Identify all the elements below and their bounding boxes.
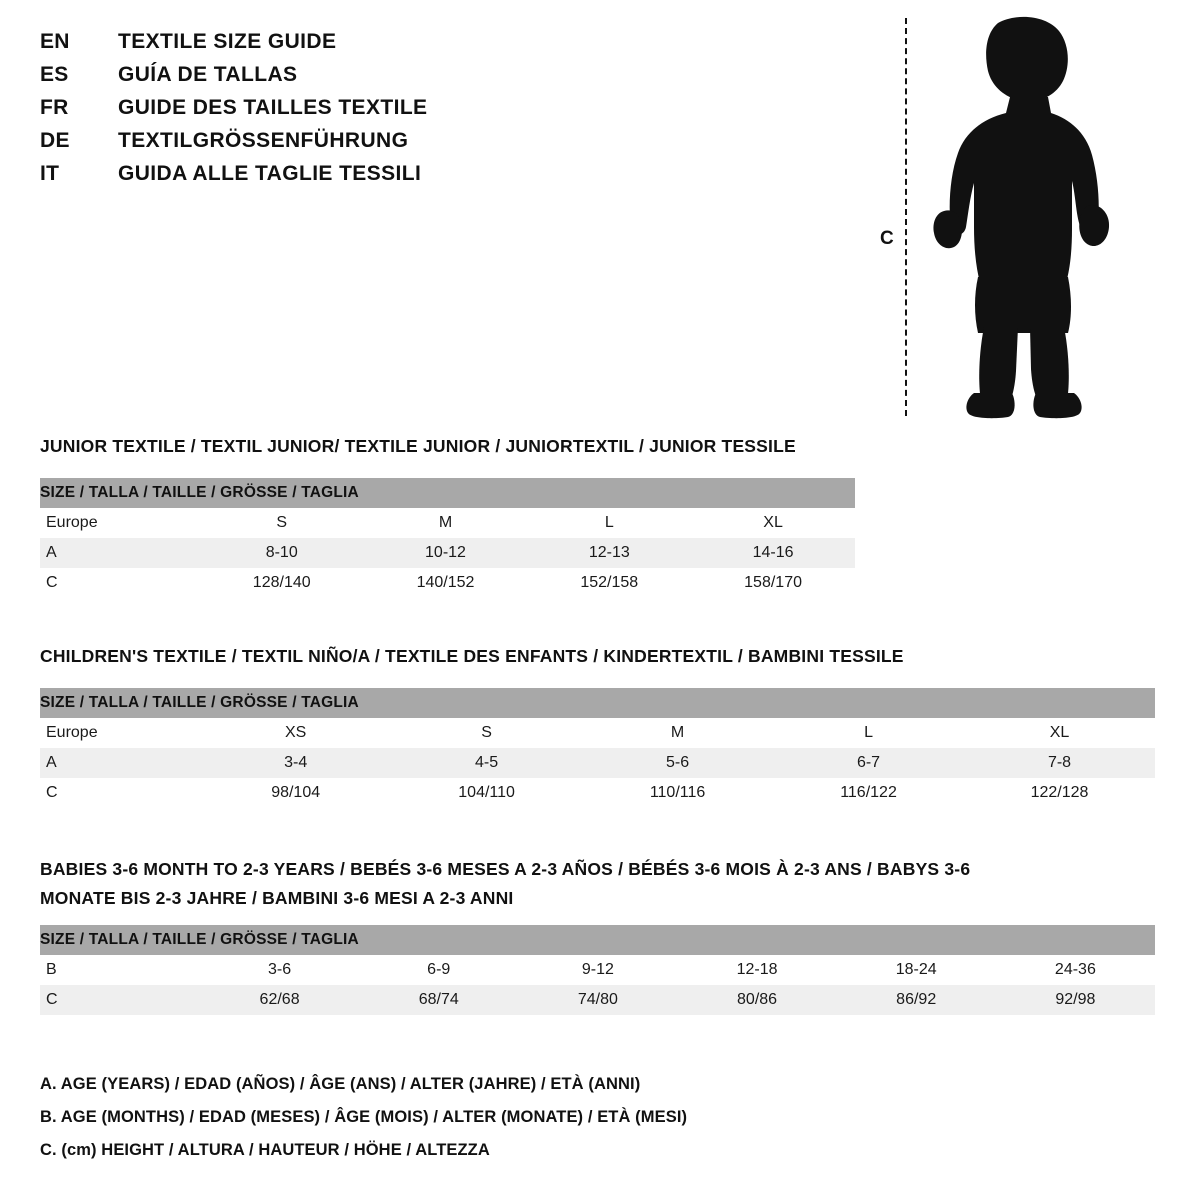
language-row [40,129,740,162]
child-silhouette-icon [920,15,1120,420]
language-row [40,63,740,96]
table-header-label: SIZE / TALLA / TAILLE / GRÖSSE / TAGLIA [40,688,1155,718]
language-code: IT [40,162,60,185]
footnotes-block [40,1068,1140,1167]
table-row [40,985,1155,1015]
cell-value: 8-10 [200,538,364,568]
cell-value: 140/152 [364,568,528,598]
row-label: C [40,778,200,808]
cell-value: 128/140 [200,568,364,598]
cell-value: 158/170 [691,568,855,598]
height-measure-figure [880,10,1140,420]
section-title-children: CHILDREN'S TEXTILE / TEXTIL NIÑO/A / TEXTILE DES ENFANTS / KINDERTEXTIL / BAMBINI TESSILE [40,646,904,666]
row-label: Europe [40,718,200,748]
cell-value: 86/92 [837,985,996,1015]
row-label: A [40,538,200,568]
cell-value: 18-24 [837,955,996,985]
cell-value: 14-16 [691,538,855,568]
cell-value: XL [691,508,855,538]
table-children [40,688,1155,808]
language-row [40,162,740,195]
section-title-babies: BABIES 3-6 MONTH TO 2-3 YEARS / BEBÉS 3-6 MESES A 2-3 AÑOS / BÉBÉS 3-6 MOIS À 2-3 ANS / BABYS 3-6 MONATE BIS 2-3 JAHRE / BAMBINI 3-6 MESI A 2-3 ANNI [40,859,971,908]
language-row [40,30,740,63]
table-header-label: SIZE / TALLA / TAILLE / GRÖSSE / TAGLIA [40,478,855,508]
measure-dashed-line [905,18,907,416]
language-title: TEXTILE SIZE GUIDE [118,30,337,53]
table-header-label: SIZE / TALLA / TAILLE / GRÖSSE / TAGLIA [40,925,1155,955]
cell-value: 110/116 [582,778,773,808]
cell-value: 74/80 [518,985,677,1015]
row-label: A [40,748,200,778]
language-code: FR [40,96,69,119]
language-row [40,96,740,129]
cell-value: 12-18 [677,955,836,985]
cell-value: 122/128 [964,778,1155,808]
cell-value: 62/68 [200,985,359,1015]
cell-value: 5-6 [582,748,773,778]
measure-label-c: C [880,228,894,249]
language-title: GUIDE DES TAILLES TEXTILE [118,96,428,119]
table-row [40,508,855,538]
row-label: B [40,955,200,985]
table-row [40,568,855,598]
table-junior [40,478,855,598]
language-code: ES [40,63,69,86]
cell-value: S [200,508,364,538]
footnote-c: C. (cm) HEIGHT / ALTURA / HAUTEUR / HÖHE / ALTEZZA [40,1141,490,1159]
cell-value: M [364,508,528,538]
cell-value: 116/122 [773,778,964,808]
table-row [40,748,1155,778]
cell-value: 9-12 [518,955,677,985]
cell-value: 98/104 [200,778,391,808]
cell-value: 104/110 [391,778,582,808]
table-header-band [40,478,855,508]
row-label: C [40,985,200,1015]
cell-value: 6-9 [359,955,518,985]
footnote-a: A. AGE (YEARS) / EDAD (AÑOS) / ÂGE (ANS) / ALTER (JAHRE) / ETÀ (ANNI) [40,1075,641,1093]
cell-value: L [773,718,964,748]
cell-value: 7-8 [964,748,1155,778]
language-code: EN [40,30,70,53]
table-row [40,538,855,568]
cell-value: 6-7 [773,748,964,778]
language-title: GUIDA ALLE TAGLIE TESSILI [118,162,422,185]
language-code: DE [40,129,70,152]
table-row [40,778,1155,808]
table-babies [40,925,1155,1015]
table-row [40,718,1155,748]
cell-value: 24-36 [996,955,1155,985]
row-label: C [40,568,200,598]
table-row [40,955,1155,985]
section-title-junior: JUNIOR TEXTILE / TEXTIL JUNIOR/ TEXTILE JUNIOR / JUNIORTEXTIL / JUNIOR TESSILE [40,436,796,456]
language-title-block [40,30,740,195]
cell-value: M [582,718,773,748]
cell-value: 4-5 [391,748,582,778]
cell-value: 3-4 [200,748,391,778]
cell-value: 3-6 [200,955,359,985]
cell-value: 80/86 [677,985,836,1015]
row-label: Europe [40,508,200,538]
table-header-band [40,688,1155,718]
cell-value: 12-13 [527,538,691,568]
cell-value: 92/98 [996,985,1155,1015]
cell-value: L [527,508,691,538]
cell-value: XL [964,718,1155,748]
cell-value: XS [200,718,391,748]
cell-value: 68/74 [359,985,518,1015]
cell-value: 10-12 [364,538,528,568]
cell-value: 152/158 [527,568,691,598]
table-header-band [40,925,1155,955]
footnote-b: B. AGE (MONTHS) / EDAD (MESES) / ÂGE (MOIS) / ALTER (MONATE) / ETÀ (MESI) [40,1108,688,1126]
cell-value: S [391,718,582,748]
language-title: TEXTILGRÖSSENFÜHRUNG [118,129,409,152]
language-title: GUÍA DE TALLAS [118,63,298,86]
